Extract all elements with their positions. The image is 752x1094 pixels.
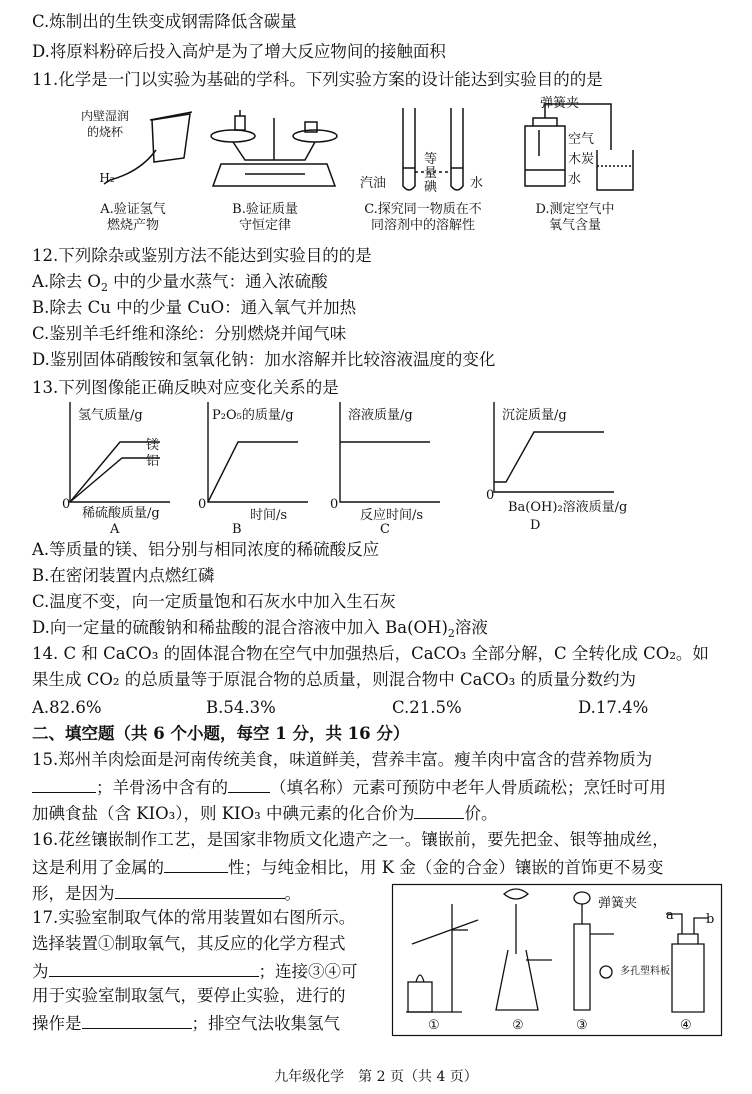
graph-b-xlabel: 时间/s <box>250 508 288 523</box>
q15-line1: 15.郑州羊肉烩面是河南传统美食，味道鲜美，营养丰富。瘦羊肉中富含的营养物质为 <box>32 750 653 769</box>
graph-c-ylabel: 溶液质量/g <box>348 408 413 423</box>
q17-fig-plate: 多孔塑料板 <box>620 966 670 977</box>
fig-c-mid2: 量 <box>424 166 438 181</box>
q15-blank3[interactable] <box>414 802 464 819</box>
fig-a-caption1: A.验证氢气 <box>100 202 166 217</box>
q17-line5: 操作是 ；排空气法收集氢气 <box>32 1014 340 1033</box>
q15-line2: ；羊骨汤中含有的 （填名称）元素可预防中老年人骨质疏松；烹饪时可用 <box>32 776 666 798</box>
graph-b-letter: B <box>232 522 242 537</box>
fig-d-caption2: 氧气含量 <box>548 218 601 233</box>
q17-fig-n2: ② <box>512 1018 524 1033</box>
graph-c-xlabel: 反应时间/s <box>360 508 424 523</box>
fig-c-right: 水 <box>470 176 484 191</box>
graph-d-origin: 0 <box>486 488 495 503</box>
graph-a-series2: 铝 <box>146 454 160 469</box>
q17-fig-n4: ④ <box>680 1018 692 1033</box>
q17-blank1[interactable] <box>49 960 259 977</box>
q17-fig-a: a <box>666 908 674 923</box>
q14-line1: 14. C 和 CaCO₃ 的固体混合物在空气中加强热后，CaCO₃ 全部分解，C 全转化成 CO₂。如 <box>32 644 709 663</box>
q13-option-b: B.在密闭装置内点燃红磷 <box>32 566 215 585</box>
graph-b-ylabel: P₂O₅的质量/g <box>212 408 294 423</box>
apparatus-drawing <box>392 884 722 1036</box>
q17-line1: 17.实验室制取气体的常用装置如右图所示。 <box>32 908 356 927</box>
q12-option-d: D.鉴别固体硝酸铵和氢氧化钠：加水溶解并比较溶液温度的变化 <box>32 350 496 369</box>
q10-option-d: D.将原料粉碎后投入高炉是为了增大反应物间的接触面积 <box>32 42 446 61</box>
graph-d-letter: D <box>530 518 541 533</box>
fig-c-caption1: C.探究同一物质在不 <box>364 202 482 217</box>
fig-a-gas: H₂ <box>99 171 115 185</box>
section-heading: 二、填空题（共 6 个小题，每空 1 分，共 16 分） <box>32 724 410 743</box>
fig-a-label1: 内壁湿润 <box>80 109 129 123</box>
q14-line2: 果生成 CO₂ 的总质量等于原混合物的总质量，则混合物中 CaCO₃ 的质量分数约为 <box>32 670 636 689</box>
fig-c-left: 汽油 <box>360 176 387 191</box>
q13-option-a: A.等质量的镁、铝分别与相同浓度的稀硫酸反应 <box>32 540 380 559</box>
graph-a-xlabel: 稀硫酸质量/g <box>82 506 160 521</box>
q12-option-a: A.除去 $O_2$ 中的少量水蒸气：通入浓硫酸 <box>32 272 328 294</box>
q17-line3: 为 ；连接③④可 <box>32 962 358 981</box>
fig-d-water: 水 <box>568 172 582 187</box>
graph-c-letter: C <box>380 522 390 537</box>
graph-d-ylabel: 沉淀质量/g <box>502 408 567 423</box>
q14-option-b: B.54.3% <box>206 698 276 717</box>
page-footer: 九年级化学 第 2 页（共 4 页） <box>274 1069 478 1085</box>
q15-blank2[interactable] <box>228 776 270 793</box>
q17-blank2[interactable] <box>82 1012 192 1029</box>
fig-b-caption1: B.验证质量 <box>232 202 298 217</box>
q12-option-b: B.除去 Cu 中的少量 CuO：通入氧气并加热 <box>32 298 357 317</box>
q16-line2: 这是利用了金属的 性；与纯金相比，用 K 金（金的合金）镶嵌的首饰更不易变 <box>32 858 664 877</box>
fig-a-caption2: 燃烧产物 <box>106 218 159 233</box>
q16-blank1[interactable] <box>164 856 228 873</box>
q15-line3: 加碘食盐（含 KIO₃），则 KIO₃ 中碘元素的化合价为 价。 <box>32 804 498 823</box>
q12-option-c: C.鉴别羊毛纤维和涤纶：分别燃烧并闻气味 <box>32 324 347 343</box>
q10-option-c: C.炼制出的生铁变成钢需降低含碳量 <box>32 12 297 31</box>
graph-b-origin: 0 <box>198 497 207 512</box>
fig-c-mid3: 碘 <box>424 180 438 195</box>
q13-option-d: D.向一定量的硫酸钠和稀盐酸的混合溶液中加入 $Ba(OH)_2$溶液 <box>32 618 488 640</box>
q14-option-d: D.17.4% <box>578 698 649 717</box>
q14-option-c: C.21.5% <box>392 698 462 717</box>
q17-fig-b: b <box>706 912 715 927</box>
graph-a-letter: A <box>110 522 120 537</box>
graph-c-origin: 0 <box>330 497 339 512</box>
q16-blank2[interactable] <box>115 882 285 899</box>
graph-d-line <box>494 432 604 482</box>
fig-b-caption2: 守恒定律 <box>238 218 291 233</box>
q17-fig-n1: ① <box>428 1018 440 1033</box>
graph-d-xlabel: Ba(OH)₂溶液质量/g <box>508 500 628 515</box>
q13-option-c: C.温度不变，向一定质量饱和石灰水中加入生石灰 <box>32 592 396 611</box>
q12-stem: 12.下列除杂或鉴别方法不能达到实验目的的是 <box>32 246 372 265</box>
fig-a-label2: 的烧杯 <box>86 125 123 139</box>
graph-a-series1: 镁 <box>146 438 160 453</box>
q17-line4: 用于实验室制取氢气，要停止实验，进行的 <box>32 986 346 1005</box>
q17-line2: 选择装置①制取氧气，其反应的化学方程式 <box>32 934 346 953</box>
fig-d-air: 空气 <box>568 132 595 147</box>
fig-d-wood: 木炭 <box>568 152 595 167</box>
q13-stem: 13.下列图像能正确反映对应变化关系的是 <box>32 378 339 397</box>
fig-d-caption1: D.测定空气中 <box>535 202 615 217</box>
beaker-drawing <box>80 100 200 210</box>
graph-a-origin: 0 <box>62 497 71 512</box>
q16-line3: 形，是因为 。 <box>32 884 301 903</box>
graph-a-ylabel: 氢气质量/g <box>78 408 143 423</box>
fig-c-mid1: 等 <box>424 152 438 167</box>
q17-fig-clip: 弹簧夹 <box>598 896 638 911</box>
fig-c-caption2: 同溶剂中的溶解性 <box>370 218 475 233</box>
q14-option-a: A.82.6% <box>32 698 102 717</box>
q11-stem: 11.化学是一门以实验为基础的学科。下列实验方案的设计能达到实验目的的是 <box>32 70 603 89</box>
fig-d-clip: 弹簧夹 <box>540 96 580 111</box>
q15-blank1[interactable] <box>32 776 96 793</box>
q16-line1: 16.花丝镶嵌制作工艺，是国家非物质文化遗产之一。镶嵌前，要先把金、银等抽成丝， <box>32 830 669 849</box>
graph-b-line <box>208 442 298 502</box>
q17-fig-n3: ③ <box>576 1018 588 1033</box>
balance-drawing <box>205 108 345 198</box>
